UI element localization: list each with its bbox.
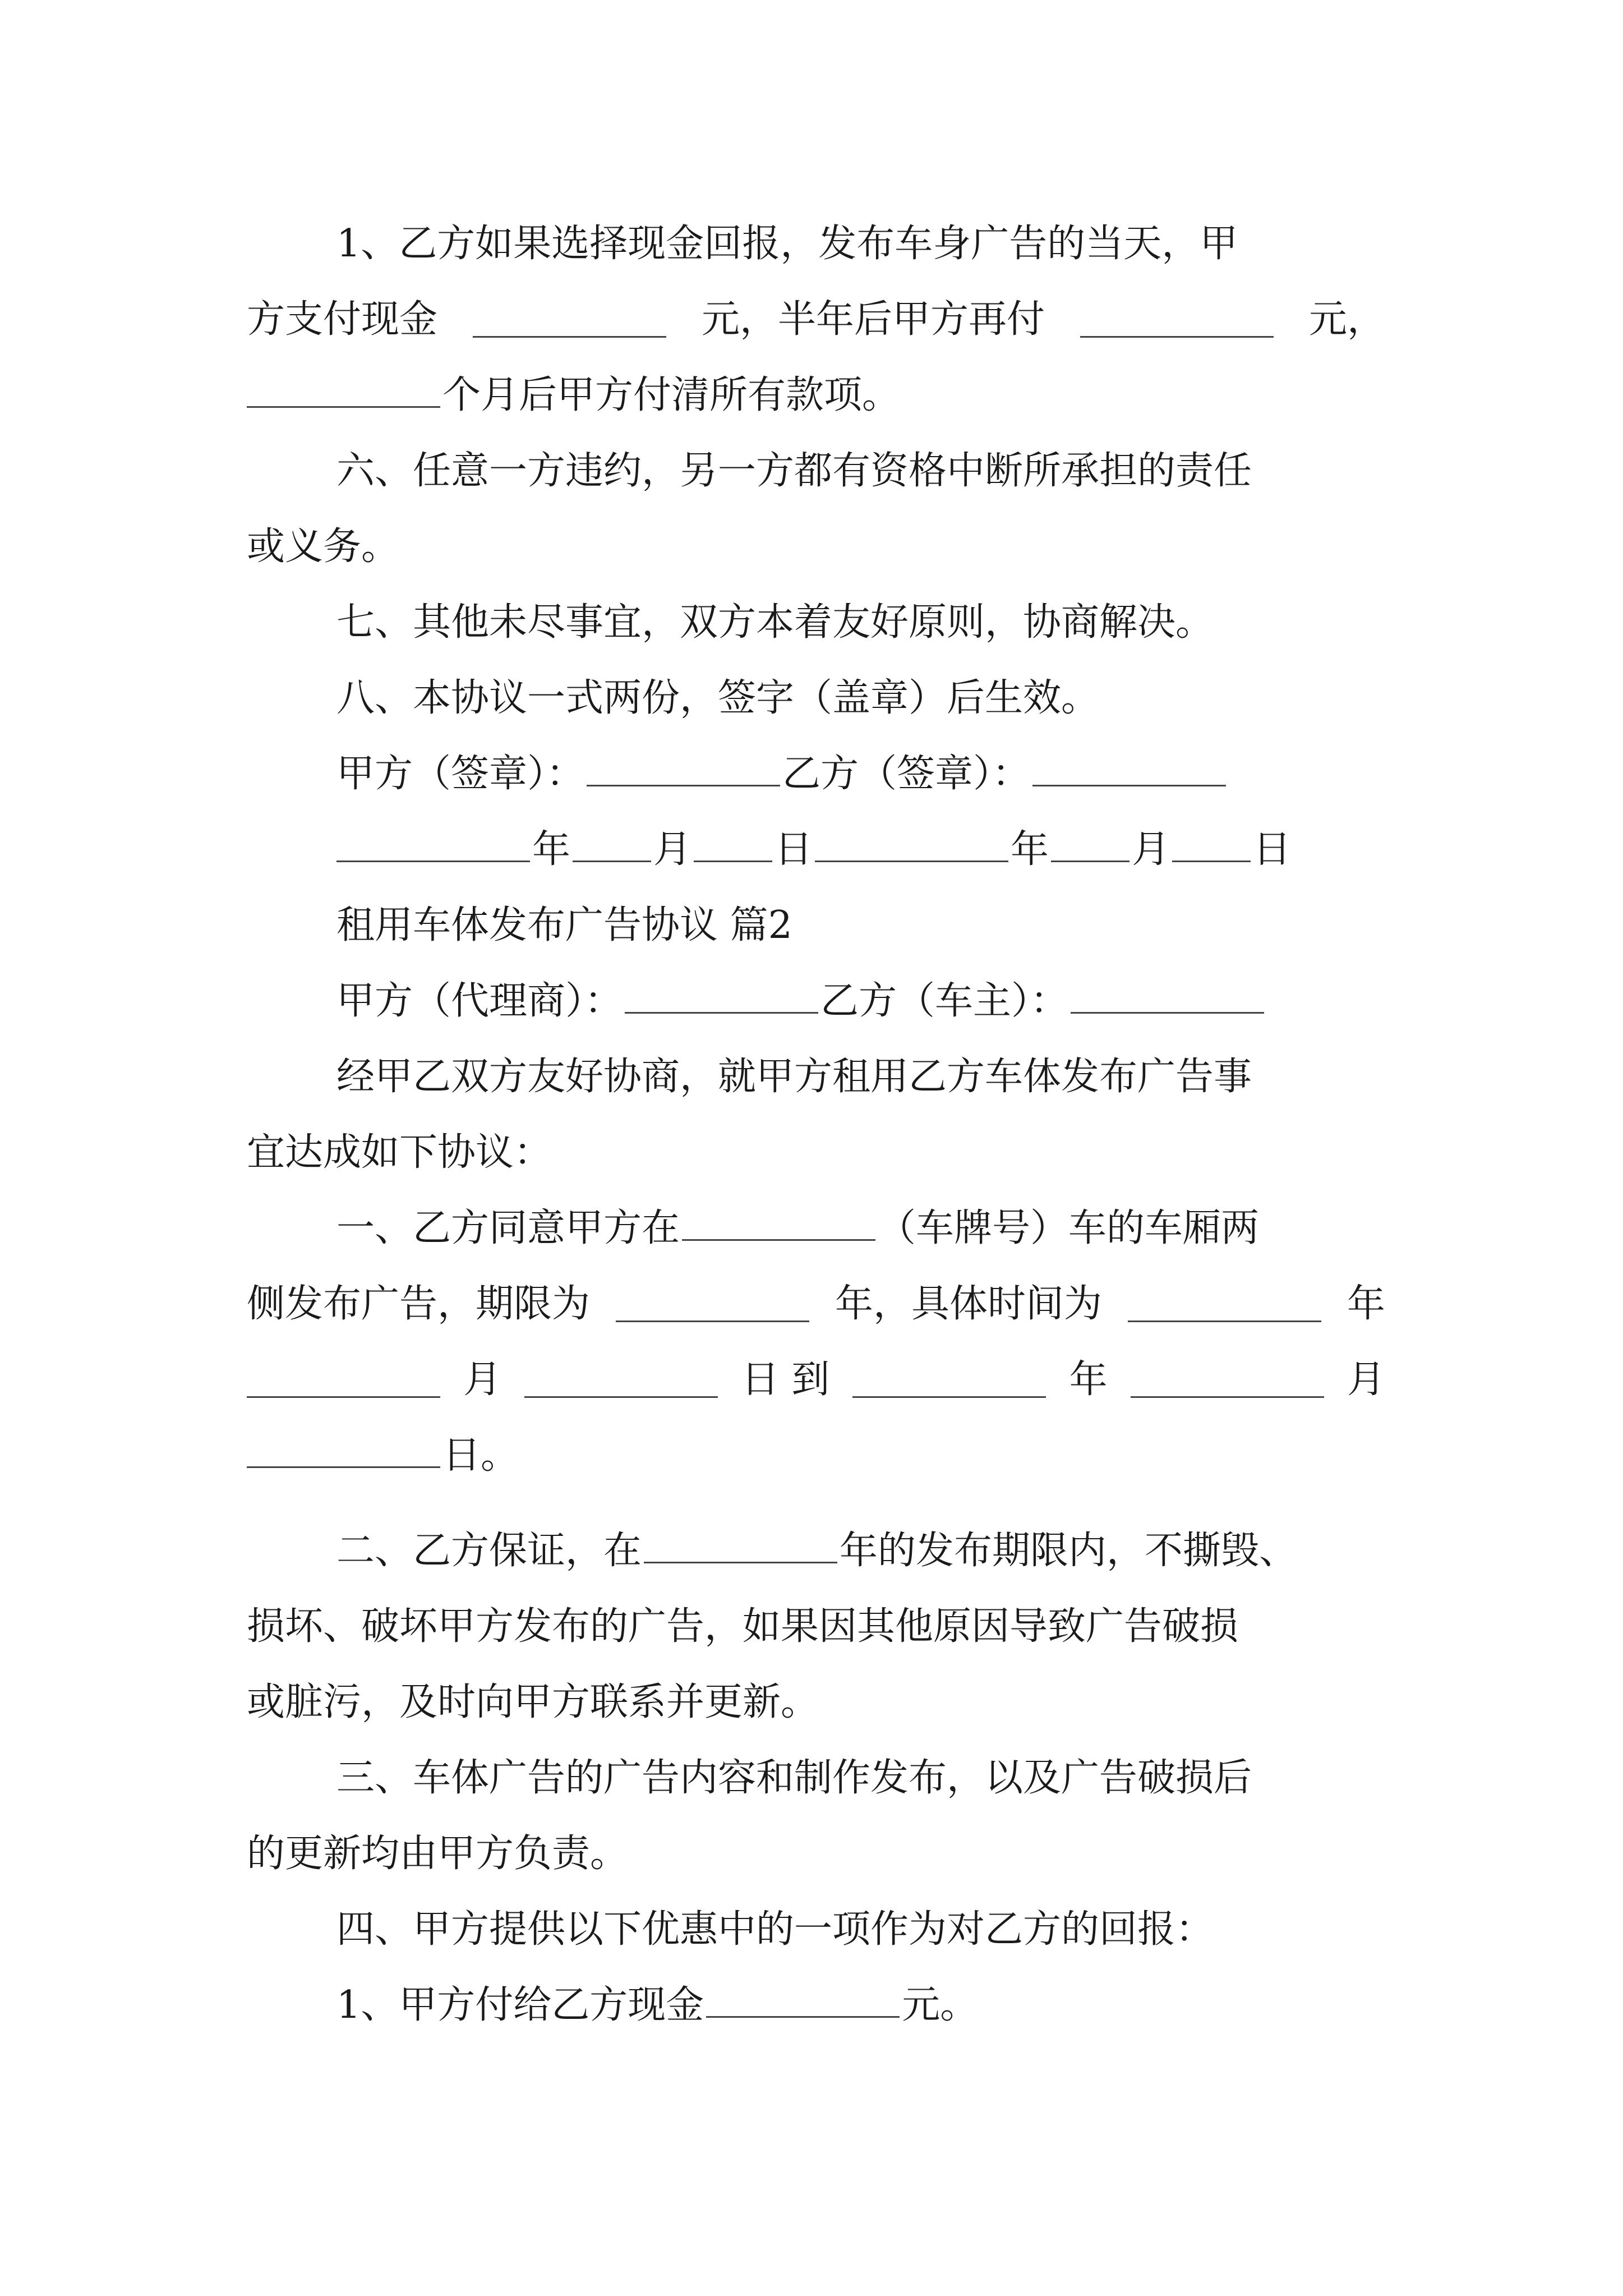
- text: 日: [774, 827, 813, 872]
- date-line: [247, 822, 1385, 878]
- party-b-signature-label: 乙方（签章）：: [782, 752, 1031, 796]
- paragraph-line: [247, 216, 1385, 272]
- text: 元，: [1308, 297, 1385, 342]
- text: 年的发布期限内，不撕毁、: [840, 1529, 1298, 1573]
- fill-in-blank[interactable]: [625, 978, 818, 1014]
- text: （车牌号）车的车厢两: [878, 1206, 1260, 1250]
- text: 年: [1011, 827, 1049, 872]
- text: 租用车体发布广告协议 篇2: [336, 903, 792, 947]
- fill-in-blank[interactable]: [706, 1982, 900, 2018]
- paragraph-line: [247, 1826, 1385, 1882]
- party-a-signature-label: 甲方（签章）：: [336, 752, 585, 796]
- text: 1、甲方付给乙方现金: [336, 1983, 704, 2027]
- fill-in-blank[interactable]: [616, 1287, 809, 1322]
- fill-in-blank[interactable]: [1172, 827, 1251, 862]
- paragraph-line: [247, 519, 1385, 575]
- fill-in-blank[interactable]: [682, 1205, 875, 1241]
- text: 日: [1253, 827, 1292, 872]
- fill-in-blank[interactable]: [473, 302, 666, 338]
- text: 或脏污，及时向甲方联系并更新。: [247, 1680, 819, 1724]
- fill-in-blank[interactable]: [1051, 827, 1129, 862]
- paragraph-line: [247, 1599, 1385, 1655]
- signature-line: [247, 746, 1385, 802]
- paragraph-line: [247, 1902, 1385, 1958]
- paragraph-line: [247, 1125, 1385, 1181]
- text: 元。: [902, 1983, 979, 2027]
- text: 年: [1069, 1358, 1108, 1402]
- paragraph-line: [247, 1674, 1385, 1731]
- party-a-label: 甲方（代理商）：: [336, 979, 623, 1023]
- text: 四、甲方提供以下优惠中的一项作为对乙方的回报：: [336, 1907, 1214, 1952]
- fill-in-blank[interactable]: [247, 372, 440, 408]
- fill-in-blank[interactable]: [247, 1363, 440, 1398]
- text: 经甲乙双方友好协商，就甲方租用乙方车体发布广告事: [336, 1055, 1252, 1099]
- text: 日。: [442, 1433, 519, 1478]
- paragraph-line: [247, 1049, 1385, 1105]
- text: 二、乙方保证，在: [336, 1529, 642, 1573]
- text: 日 到: [741, 1358, 830, 1402]
- fill-in-blank[interactable]: [852, 1363, 1046, 1398]
- fill-in-blank[interactable]: [524, 1363, 718, 1398]
- text: 损坏、破坏甲方发布的广告，如果因其他原因导致广告破损: [247, 1604, 1239, 1649]
- section-title: [247, 898, 1385, 954]
- paragraph-line: [247, 1428, 1385, 1484]
- fill-in-blank[interactable]: [573, 827, 651, 862]
- fill-in-blank[interactable]: [1128, 1287, 1321, 1322]
- fill-in-blank[interactable]: [815, 827, 1008, 862]
- text: 月: [1132, 827, 1170, 872]
- paragraph-line: [247, 443, 1385, 499]
- paragraph-line: [247, 1276, 1385, 1332]
- paragraph-line: [247, 1352, 1385, 1408]
- text: 八、本协议一式两份，签字（盖章）后生效。: [336, 676, 1100, 720]
- text: 或义务。: [247, 524, 400, 569]
- text: 元，半年后甲方再付: [701, 297, 1045, 342]
- text: 月: [463, 1358, 502, 1402]
- text: 七、其他未尽事宜，双方本着友好原则，协商解决。: [336, 600, 1214, 645]
- paragraph-line: [247, 1750, 1385, 1806]
- fill-in-blank[interactable]: [247, 1433, 440, 1468]
- fill-in-blank[interactable]: [587, 751, 780, 786]
- text: 一、乙方同意甲方在: [336, 1206, 680, 1250]
- fill-in-blank[interactable]: [1032, 751, 1226, 786]
- text: 的更新均由甲方负责。: [247, 1832, 629, 1876]
- text: 年，具体时间为: [834, 1282, 1102, 1326]
- paragraph-line: [247, 595, 1385, 651]
- text: 1、乙方如果选择现金回报，发布车身广告的当天，甲: [336, 222, 1238, 266]
- text: 宜达成如下协议：: [247, 1130, 552, 1175]
- paragraph-line: [247, 1200, 1385, 1257]
- fill-in-blank[interactable]: [644, 1528, 837, 1563]
- fill-in-blank[interactable]: [694, 827, 772, 862]
- paragraph-line: [247, 292, 1385, 348]
- text: 六、任意一方违约，另一方都有资格中断所承担的责任: [336, 449, 1252, 493]
- text: 年: [532, 827, 571, 872]
- text: 侧发布广告，期限为: [247, 1282, 591, 1326]
- text: 月: [653, 827, 692, 872]
- fill-in-blank[interactable]: [1131, 1363, 1324, 1398]
- party-line: [247, 973, 1385, 1029]
- fill-in-blank[interactable]: [336, 827, 530, 862]
- party-b-label: 乙方（车主）：: [820, 979, 1069, 1023]
- paragraph-line: [247, 367, 1385, 424]
- text: 三、车体广告的广告内容和制作发布，以及广告破损后: [336, 1756, 1252, 1800]
- paragraph-line: [247, 1523, 1385, 1579]
- text: 月: [1347, 1358, 1385, 1402]
- text: 年: [1347, 1282, 1385, 1326]
- paragraph-line: [247, 1977, 1385, 2033]
- fill-in-blank[interactable]: [1071, 978, 1264, 1014]
- paragraph-line: [247, 670, 1385, 726]
- text: 个月后甲方付清所有款项。: [442, 373, 901, 417]
- fill-in-blank[interactable]: [1080, 302, 1274, 338]
- text: 方支付现金: [247, 297, 438, 342]
